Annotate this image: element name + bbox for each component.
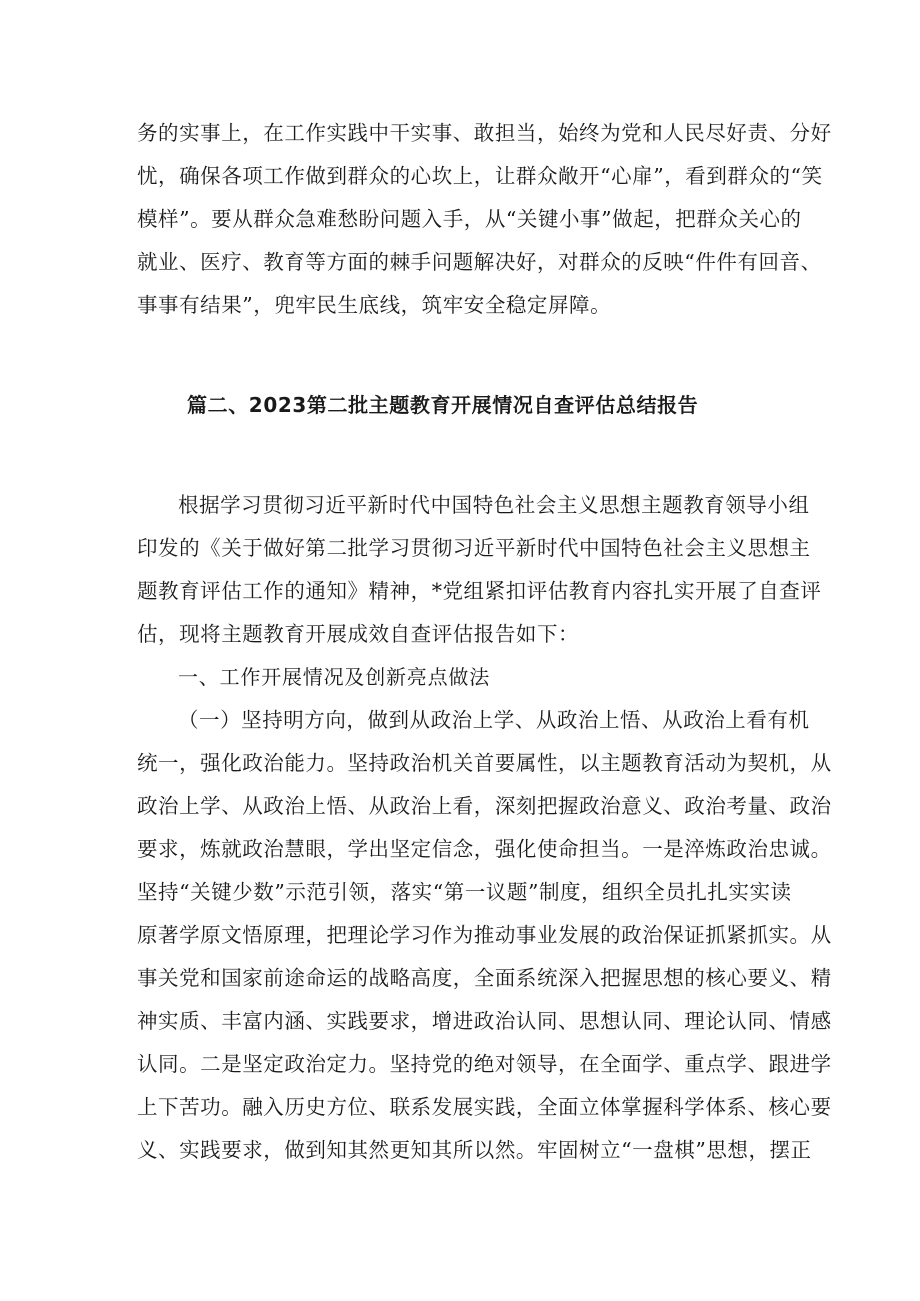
paragraph-line: 根据学习贯彻习近平新时代中国特色社会主义思想主题教育领导小组 — [178, 493, 810, 517]
paragraph-line: 统一，强化政治能力。坚持政治机关首要属性，以主题教育活动为契机，从 — [137, 751, 832, 775]
paragraph-line: 事事有结果”，兜牢民生底线，筑牢安全稳定屏障。 — [137, 293, 612, 317]
paragraph-line: 忧，确保各项工作做到群众的心坎上，让群众敞开“心扉”，看到群众的“笑 — [137, 164, 823, 188]
paragraph-line: 务的实事上，在工作实践中干实事、敢担当，始终为党和人民尽好责、分好 — [137, 121, 832, 145]
paragraph-line: 事关党和国家前途命运的战略高度，全面系统深入把握思想的核心要义、精 — [137, 966, 832, 990]
subheading: 一、工作开展情况及创新亮点做法 — [178, 665, 490, 689]
paragraph-line: 模样”。要从群众急难愁盼问题入手，从“关键小事”做起，把群众关心的 — [137, 207, 802, 231]
paragraph-line: 义、实践要求，做到知其然更知其所以然。牢固树立“一盘棋”思想，摆正 — [137, 1138, 812, 1162]
paragraph-line: 上下苦功。融入历史方位、联系发展实践，全面立体掌握科学体系、核心要 — [137, 1095, 832, 1119]
section-title: 篇二、2023第二批主题教育开展情况自查评估总结报告 — [187, 393, 699, 417]
paragraph-line: 印发的《关于做好第二批学习贯彻习近平新时代中国特色社会主义思想主 — [137, 536, 811, 560]
paragraph-line: 原著学原文悟原理，把理论学习作为推动事业发展的政治保证抓紧抓实。从 — [137, 923, 832, 947]
paragraph-line: 估，现将主题教育开展成效自查评估报告如下： — [137, 622, 580, 646]
paragraph-line: 神实质、丰富内涵、实践要求，增进政治认同、思想认同、理论认同、情感 — [137, 1009, 832, 1033]
paragraph-line: 政治上学、从政治上悟、从政治上看，深刻把握政治意义、政治考量、政治 — [137, 794, 832, 818]
paragraph-line: 题教育评估工作的通知》精神，*党组紧扣评估教育内容扎实开展了自查评 — [137, 579, 822, 603]
paragraph-line: 认同。二是坚定政治定力。坚持党的绝对领导，在全面学、重点学、跟进学 — [137, 1052, 832, 1076]
paragraph-line: 就业、医疗、教育等方面的棘手问题解决好，对群众的反映“件件有回音、 — [137, 250, 822, 274]
paragraph-line: 要求，炼就政治慧眼，学出坚定信念，强化使命担当。一是淬炼政治忠诚。 — [137, 837, 832, 861]
paragraph-line: （一）坚持明方向，做到从政治上学、从政治上悟、从政治上看有机 — [178, 708, 810, 732]
paragraph-line: 坚持“关键少数”示范引领，落实“第一议题”制度，组织全员扎扎实实读 — [137, 880, 792, 904]
